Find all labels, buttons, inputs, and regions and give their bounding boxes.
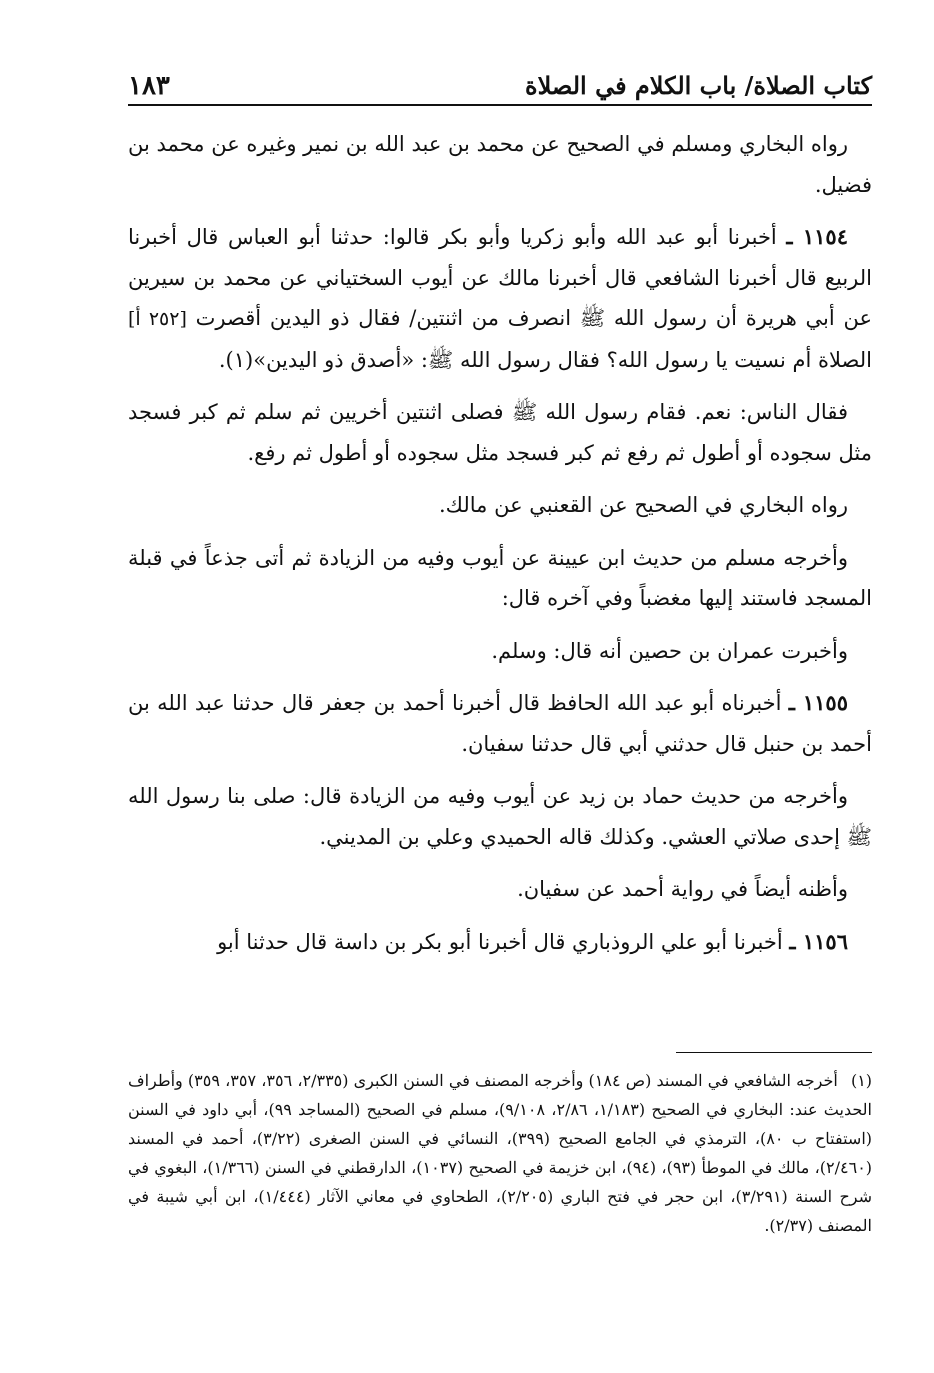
paragraph-text: رواه البخاري في الصحيح عن القعنبي عن مالك. — [439, 493, 848, 517]
footnote — [128, 1066, 872, 1240]
footnote-text: أخرجه الشافعي في المسند (ص ١٨٤) وأخرجه المصنف في السنن الكبرى (٢/٣٣٥، ٣٥٦، ٣٥٧، ٣٥٩) وأطراف الحديث عند: البخاري في الصحيح (١/١٨٣، ٢/٨٦، ٩/١٠٨)، مسلم في الصحيح (المساجد ٩٩)، أبي داود في السنن (استفتاح ب ٨٠)، الترمذي في الجامع الصحيح (٣٩٩)، النسائي في السنن الصغرى (٣/٢٢)، أحمد في المسند (٢/٤٦٠)، مالك في الموطأ (٩٣)، (٩٤)، ابن خزيمة في الصحيح (١٠٣٧)، الدارقطني في السنن (١/٣٦٦)، البغوي في شرح السنة (٣/٢٩١)، ابن حجر في فتح الباري (٢/٢٠٥)، الطحاوي في معاني الآثار (١/٤٤٤)، ابن أبي شيبة في المصنف (٢/٣٧). — [128, 1071, 873, 1235]
paragraph — [128, 631, 872, 672]
paragraph-text: أخبرناه أبو عبد الله الحافظ قال أخبرنا أحمد بن جعفر قال حدثنا عبد الله بن أحمد بن حنبل قال حدثني أبي قال حدثنا سفيان. — [128, 691, 872, 756]
paragraph-text: وأخرجه مسلم من حديث ابن عيينة عن أيوب وفيه من الزيادة ثم أتى جذعاً في قبلة المسجد فاستند إليها مغضباً وفي آخره قال: — [128, 545, 872, 610]
paragraph — [128, 538, 872, 619]
hadith-number: ١١٥٤ ـ — [786, 224, 848, 249]
paragraph — [128, 392, 872, 473]
paragraph-text: أخبرنا أبو عبد الله وأبو زكريا وأبو بكر قالوا: حدثنا أبو العباس قال أخبرنا الربيع قال أخبرنا الشافعي قال أخبرنا مالك عن أيوب السختياني عن محمد بن سيرين عن أبي هريرة أن رسول الله ﷺ انصرف من اثنتين/ فقال ذو اليدين أقصرت — [128, 225, 873, 330]
paragraph-text: وأظنه أيضاً في رواية أحمد عن سفيان. — [517, 877, 848, 901]
paragraph-text: رواه البخاري ومسلم في الصحيح عن محمد بن عبد الله بن نمير وغيره عن محمد بن فضيل. — [128, 132, 872, 197]
hadith-number: ١١٥٦ ـ — [789, 928, 848, 954]
paragraph-text: أخبرنا أبو علي الروذباري قال أخبرنا أبو بكر بن داسة قال حدثنا أبو — [217, 929, 783, 954]
footnote-rule — [676, 1052, 872, 1053]
running-head — [128, 62, 872, 102]
hadith-number: ١١٥٥ ـ — [788, 690, 848, 715]
paragraph — [128, 124, 872, 205]
paragraph-text: وأخبرت عمران بن حصين أنه قال: وسلم. — [491, 638, 848, 663]
paragraph-text: فقال الناس: نعم. فقام رسول الله ﷺ فصلى اثنتين أخريين ثم سلم ثم كبر فسجد مثل سجوده أو أطول ثم رفع ثم كبر فسجد مثل سجوده أو أطول ثم رفع. — [128, 400, 872, 465]
hadith-paragraph — [128, 217, 872, 380]
manuscript-folio-ref: [٢٥٢ أ] — [128, 308, 187, 330]
header-rule — [128, 104, 872, 106]
footnote-number: (١) — [850, 1071, 873, 1090]
main-text — [128, 124, 872, 974]
hadith-paragraph — [128, 683, 872, 764]
paragraph — [128, 869, 872, 910]
hadith-paragraph — [128, 922, 872, 963]
paragraph-text: وأخرجه من حديث حماد بن زيد عن أيوب وفيه من الزيادة قال: صلى بنا رسول الله ﷺ إحدى صلاتي العشي. وكذلك قاله الحميدي وعلي بن المديني. — [128, 784, 872, 849]
paragraph — [128, 776, 872, 857]
paragraph — [128, 485, 872, 526]
paragraph-text-continued: الصلاة أم نسيت يا رسول الله؟ فقال رسول الله ﷺ: «أصدق ذو اليدين»(١). — [218, 347, 872, 372]
chapter-title: كتاب الصلاة/ باب الكلام في الصلاة — [525, 71, 872, 100]
page-number: ١٨٣ — [128, 71, 170, 101]
footnotes — [128, 1066, 872, 1240]
